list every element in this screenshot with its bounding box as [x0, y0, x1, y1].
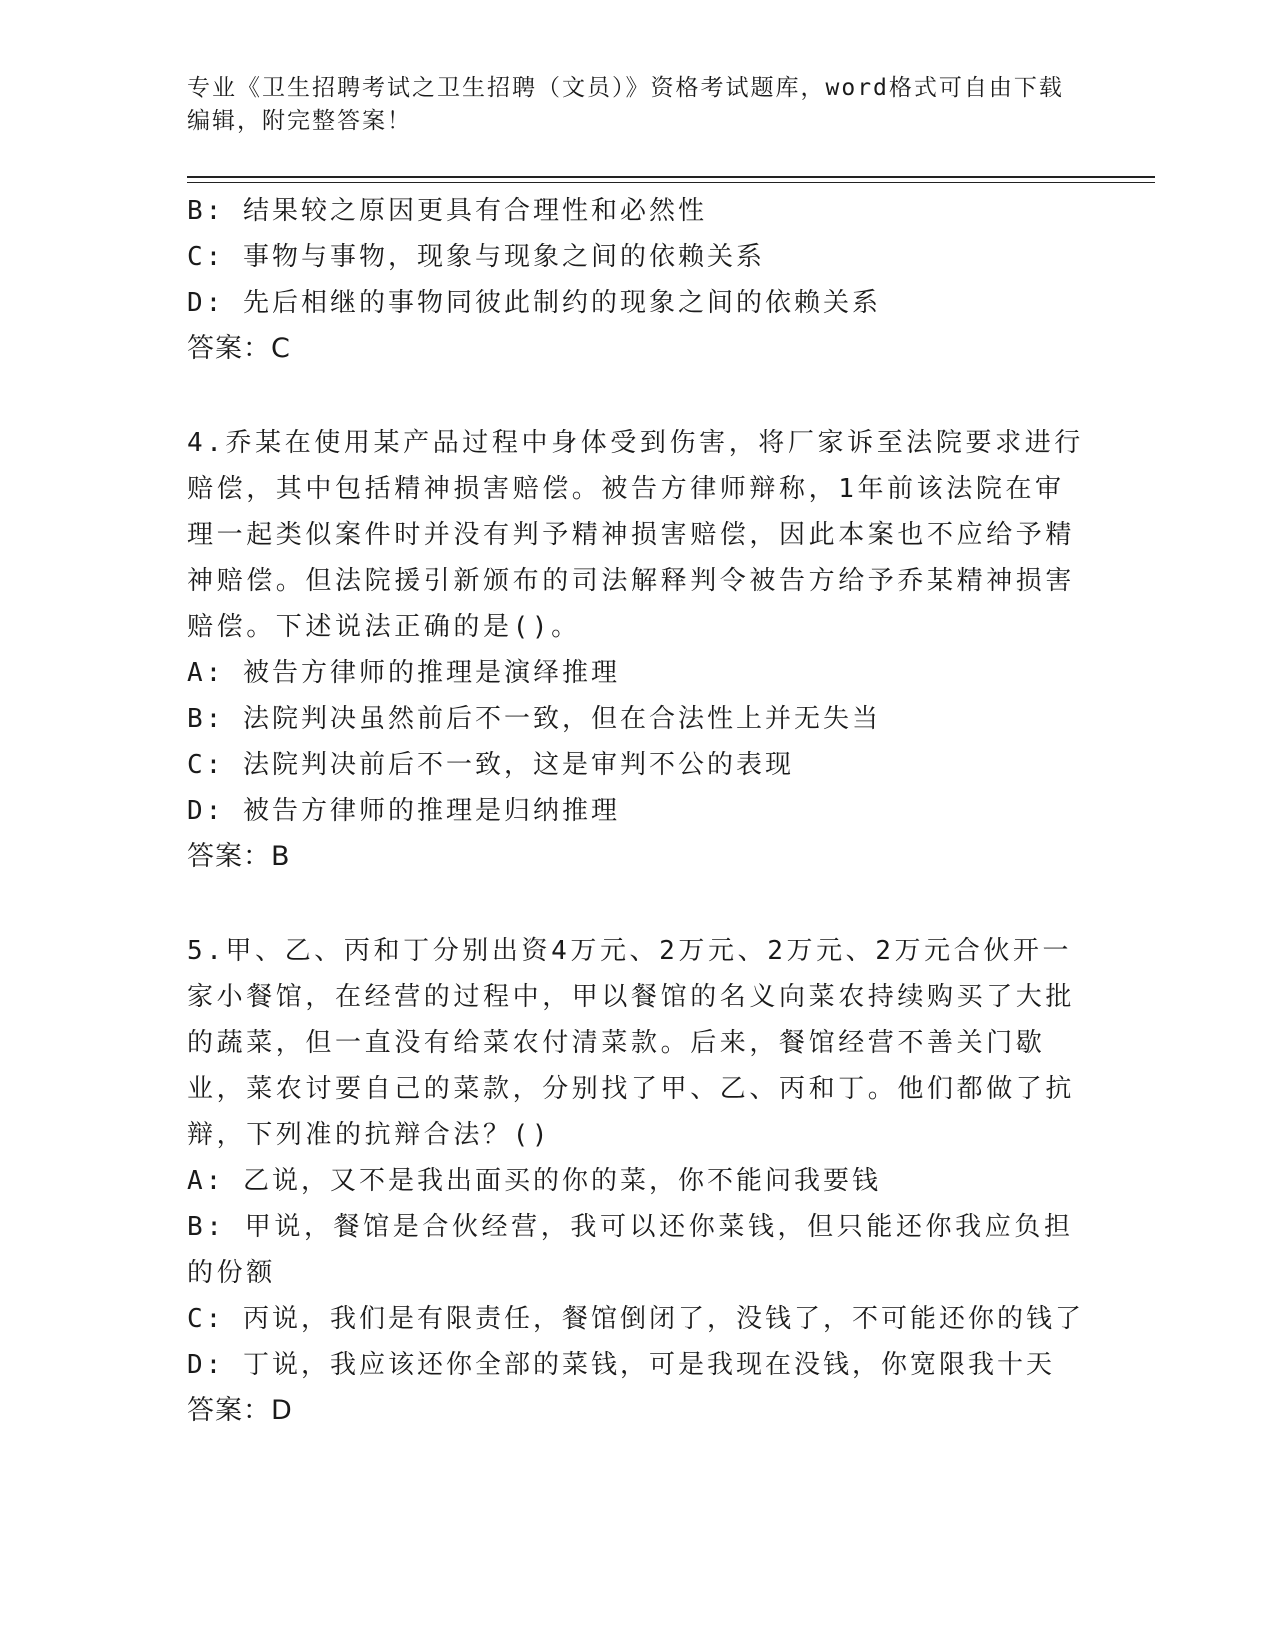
q4-option-d: D: 被告方律师的推理是归纳推理	[187, 796, 620, 826]
question-4	[187, 420, 1087, 880]
q3-answer: 答案：C	[187, 333, 291, 364]
header-rule-thick	[187, 176, 1155, 178]
q5-option-c: C: 丙说，我们是有限责任，餐馆倒闭了，没钱了，不可能还你的钱了	[187, 1304, 1084, 1334]
q3-option-b: B: 结果较之原因更具有合理性和必然性	[187, 196, 707, 226]
document-header	[187, 72, 1087, 138]
q5-option-b: B: 甲说，餐馆是合伙经营，我可以还你菜钱，但只能还你我应负担的份额	[187, 1212, 1074, 1288]
question-3	[187, 188, 1087, 372]
q3-option-d: D: 先后相继的事物同彼此制约的现象之间的依赖关系	[187, 288, 881, 318]
q4-stem: 4.乔某在使用某产品过程中身体受到伤害，将厂家诉至法院要求进行赔偿，其中包括精神损害赔偿。被告方律师辩称，1年前该法院在审理一起类似案件时并没有判予精神损害赔偿，因此本案也不应给予精神赔偿。但法院援引新颁布的司法解释判令被告方给予乔某精神损害赔偿。下述说法正确的是()。	[187, 428, 1084, 642]
q4-answer: 答案：B	[187, 841, 291, 872]
q3-option-c: C: 事物与事物，现象与现象之间的依赖关系	[187, 242, 765, 272]
q4-option-b: B: 法院判决虽然前后不一致，但在合法性上并无失当	[187, 704, 881, 734]
q5-option-a: A: 乙说，又不是我出面买的你的菜，你不能问我要钱	[187, 1166, 881, 1196]
header-line-2: 编辑，附完整答案！	[187, 108, 412, 134]
header-rule-thin	[187, 182, 1155, 183]
spacer	[187, 880, 1087, 928]
q5-option-d: D: 丁说，我应该还你全部的菜钱，可是我现在没钱，你宽限我十天	[187, 1350, 1055, 1380]
spacer	[187, 372, 1087, 420]
q4-option-a: A: 被告方律师的推理是演绎推理	[187, 658, 620, 688]
header-line-1: 专业《卫生招聘考试之卫生招聘（文员）》资格考试题库，word格式可自由下载	[187, 75, 1064, 101]
q5-answer: 答案：D	[187, 1395, 293, 1426]
question-5	[187, 928, 1087, 1434]
question-content	[187, 188, 1087, 1434]
q5-stem: 5.甲、乙、丙和丁分别出资4万元、2万元、2万元、2万元合伙开一家小餐馆，在经营的过程中，甲以餐馆的名义向菜农持续购买了大批的蔬菜，但一直没有给菜农付清菜款。后来，餐馆经营不善关门歇业，菜农讨要自己的菜款，分别找了甲、乙、丙和丁。他们都做了抗辩，下列准的抗辩合法？()	[187, 936, 1076, 1150]
q4-option-c: C: 法院判决前后不一致，这是审判不公的表现	[187, 750, 794, 780]
